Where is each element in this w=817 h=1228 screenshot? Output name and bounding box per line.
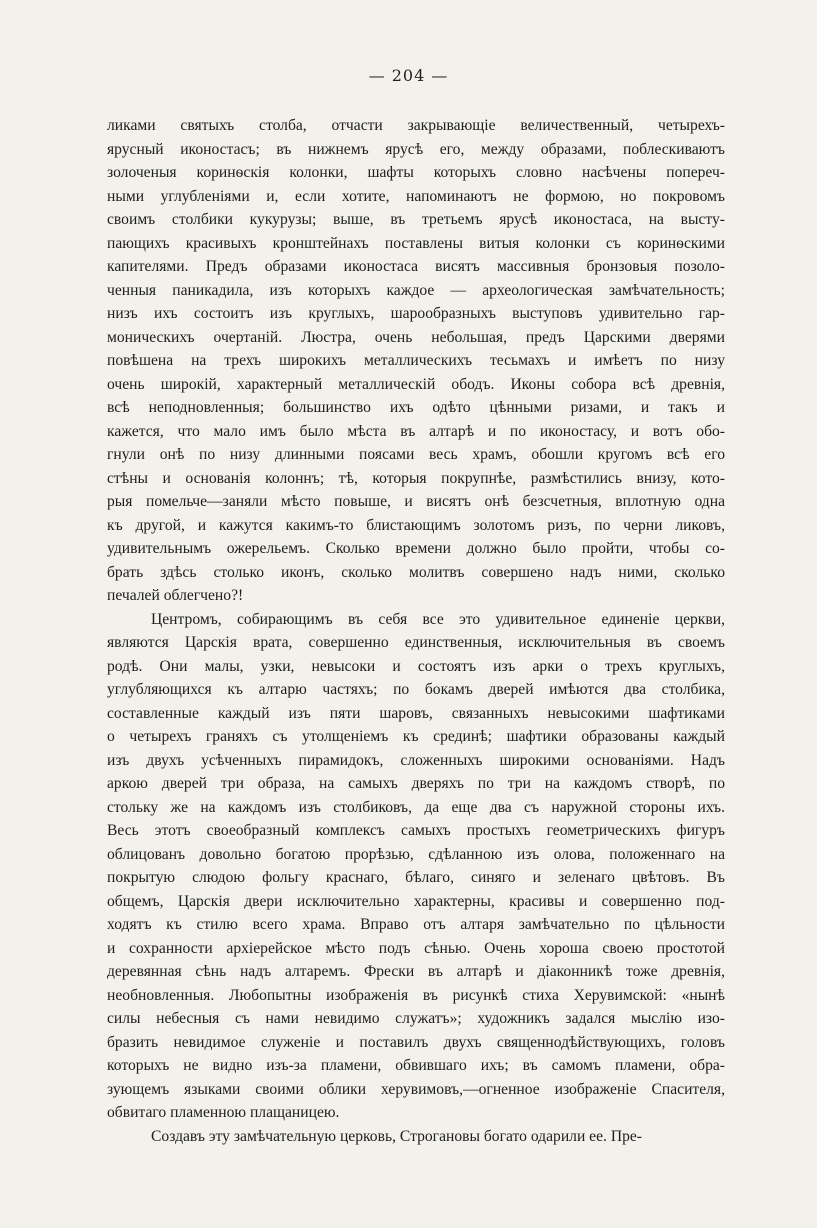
text-line: всѣ неподновленныя; большинство ихъ одѣто цѣнными ризами, и такъ и <box>107 399 725 416</box>
text-line: кажется, что мало имъ было мѣста въ алтарѣ и по иконостасу, и вотъ обо- <box>107 422 725 440</box>
page-number: — 204 — <box>368 66 449 85</box>
text-line: изъ двухъ усѣченныхъ пирамидокъ, сложенныхъ широкими основаніями. Надъ <box>107 751 725 769</box>
text-line: своимъ столбики кукурузы; выше, въ третьемъ ярусѣ иконостаса, на высту- <box>107 211 725 228</box>
text-line: рыя помельче—заняли мѣсто повыше, и висятъ онѣ безсчетныя, вплотную одна <box>107 493 725 510</box>
text-line: ходятъ къ стилю всего храма. Вправо отъ алтаря замѣчательно по цѣльности <box>107 916 725 933</box>
paragraph-1 <box>107 114 725 608</box>
text-line: ликами святыхъ столба, отчасти закрывающіе величественный, четырехъ- <box>107 117 725 134</box>
text-line: моническихъ очертаній. Люстра, очень небольшая, предъ Царскими дверями <box>107 328 725 346</box>
text-line: повѣшена на трехъ широкихъ металлическихъ тесьмахъ и имѣетъ по низу <box>107 352 725 369</box>
paragraph-2 <box>107 608 725 1125</box>
paragraph-3 <box>107 1125 725 1149</box>
text-line: гнули онѣ по низу длинными поясами весь храмъ, обошли кругомъ всѣ его <box>107 446 725 463</box>
text-line: брать здѣсь столько иконъ, сколько молитвъ совершено надъ ними, сколько <box>107 563 725 581</box>
text-line: являются Царскія врата, совершенно единственныя, исключительныя въ своемъ <box>107 634 725 651</box>
text-line: низъ ихъ состоитъ изъ круглыхъ, шарообразныхъ выступовъ удивительно гар- <box>107 305 725 322</box>
text-line: къ другой, и кажутся какимъ-то блистающимъ золотомъ ризъ, по черни ликовъ, <box>107 516 725 534</box>
text-line: которыхъ не видно изъ-за пламени, обвившаго ихъ; въ самомъ пламени, обра- <box>107 1057 725 1074</box>
text-line: капителями. Предъ образами иконостаса висятъ массивныя бронзовыя позоло- <box>107 258 725 275</box>
text-line: составленные каждый изъ пяти шаровъ, связанныхъ невысокими шафтиками <box>107 704 725 722</box>
text-line: печалей облегчено?! <box>107 587 244 604</box>
text-line: удивительнымъ ожерельемъ. Сколько времени должно было пройти, чтобы со- <box>107 540 725 557</box>
text-line: родѣ. Они малы, узки, невысоки и состоятъ изъ арки о трехъ круглыхъ, <box>107 657 725 675</box>
text-line: обвитаго пламенною плащаницею. <box>107 1104 340 1121</box>
text-line: ными углубленіями и, если хотите, напоминаютъ не формою, но покровомъ <box>107 187 725 205</box>
text-line: очень широкій, характерный металлическій ободъ. Иконы собора всѣ древнія, <box>107 375 725 393</box>
text-line: углубляющихся къ алтарю частяхъ; по бокамъ дверей имѣются два столбика, <box>107 681 725 698</box>
text-line: покрытую слюдою фольгу краснаго, бѣлаго, синяго и зеленаго цвѣтовъ. Въ <box>107 869 725 886</box>
text-line: аркою дверей три образа, на самыхъ дверяхъ по три на каждомъ створѣ, по <box>107 775 725 792</box>
text-line: Центромъ, собирающимъ въ себя все это удивительное единеніе церкви, <box>151 610 725 628</box>
text-line: золоченыя коринѳскія колонки, шафты которыхъ словно насѣчены попереч- <box>107 164 725 181</box>
text-line: зующемъ языками своими облики херувимовъ,—огненное изображеніе Спасителя, <box>107 1080 725 1098</box>
text-line: о четырехъ граняхъ съ утолщеніемъ къ срединѣ; шафтики образованы каждый <box>107 728 725 745</box>
text-line: необновленныя. Любопытны изображенія въ рисункѣ стиха Херувимской: «нынѣ <box>107 986 725 1004</box>
text-line: общемъ, Царскія двери исключительно характерны, красивы и совершенно под- <box>107 892 725 910</box>
text-line: Создавъ эту замѣчательную церковь, Строгановы богато одарили ее. Пре- <box>151 1127 642 1145</box>
text-line: и сохранности архіерейское мѣсто подъ сѣнью. Очень хороша своею простотой <box>107 939 725 957</box>
text-line: стѣны и основанія колоннъ; тѣ, которыя покрупнѣе, размѣстились внизу, кото- <box>107 469 725 487</box>
text-line: Весь этотъ своеобразный комплексъ самыхъ простыхъ геометрическихъ фигуръ <box>107 822 725 839</box>
body-text <box>107 114 725 1148</box>
text-line: стольку же на каждомъ изъ столбиковъ, да еще два съ наружной стороны ихъ. <box>107 798 725 816</box>
text-line: силы небесныя съ нами невидимо служатъ»; художникъ задался мыслію изо- <box>107 1010 725 1027</box>
text-line: облицованъ довольно богатою прорѣзью, сдѣланною изъ олова, положеннаго на <box>107 845 725 863</box>
text-line: ченныя паникадила, изъ которыхъ каждое — археологическая замѣчательность; <box>107 281 725 299</box>
text-line: ярусный иконостасъ; въ нижнемъ ярусѣ его, между образами, поблескиваютъ <box>107 140 725 158</box>
text-line: пающихъ красивыхъ кронштейнахъ поставлены витыя колонки съ коринѳскими <box>107 234 725 252</box>
text-line: бразить невидимое служеніе и поставилъ двухъ священнодѣйствующихъ, головъ <box>107 1033 725 1051</box>
text-line: деревянная сѣнь надъ алтаремъ. Фрески въ алтарѣ и діаконникѣ тоже древнія, <box>107 963 725 980</box>
